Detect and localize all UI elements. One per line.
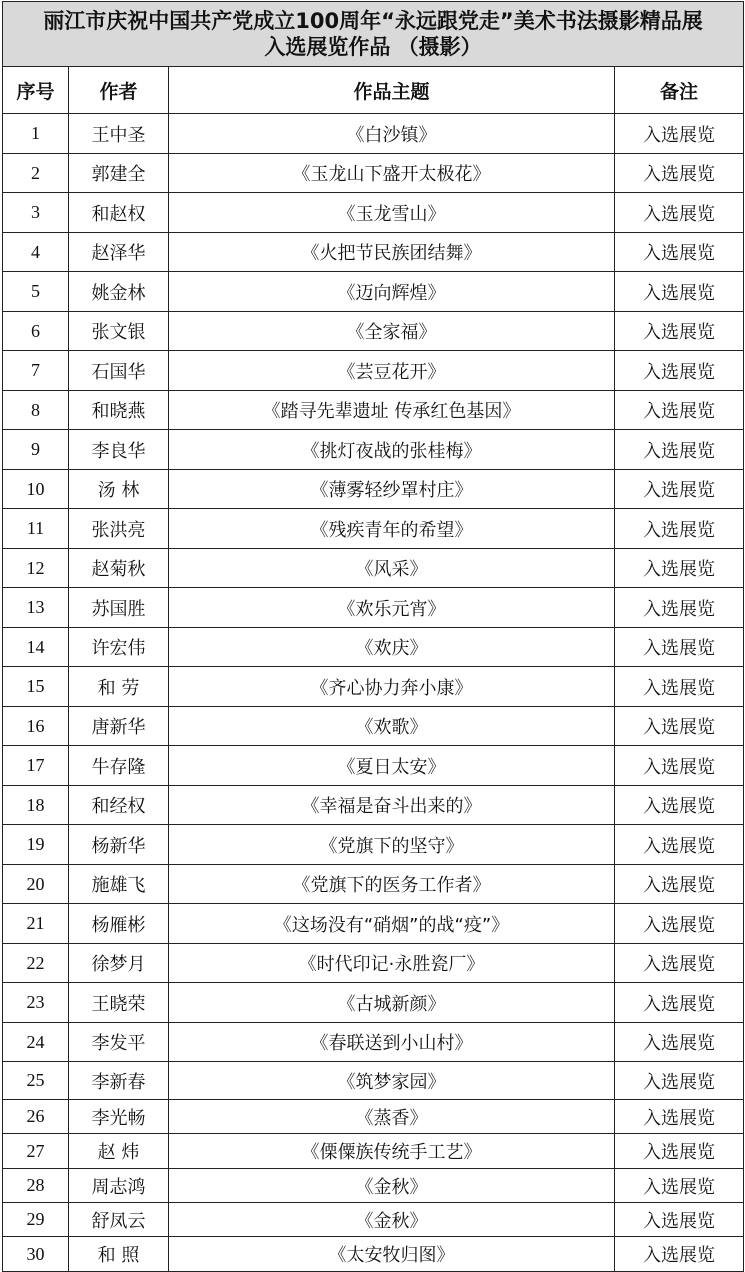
column-header-work-title: 作品主题: [169, 67, 615, 114]
author-cell: 和赵权: [69, 193, 169, 233]
remark-cell: 入选展览: [615, 746, 744, 786]
remark-cell: 入选展览: [615, 588, 744, 628]
number-cell: 30: [3, 1237, 69, 1272]
work-title-cell: 《火把节民族团结舞》: [169, 233, 615, 272]
work-title-cell: 《筑梦家园》: [169, 1062, 615, 1100]
work-title-cell: 《夏日太安》: [169, 746, 615, 786]
number-cell: 3: [3, 193, 69, 233]
column-header-author: 作者: [69, 67, 169, 114]
author-cell: 李发平: [69, 1023, 169, 1062]
remark-cell: 入选展览: [615, 667, 744, 707]
number-cell: 6: [3, 312, 69, 351]
work-title-cell: 《薄雾轻纱罩村庄》: [169, 470, 615, 509]
work-title-cell: 《齐心协力奔小康》: [169, 667, 615, 707]
author-cell: 和 劳: [69, 667, 169, 707]
remark-cell: 入选展览: [615, 1237, 744, 1272]
remark-cell: 入选展览: [615, 1134, 744, 1169]
number-cell: 26: [3, 1100, 69, 1134]
work-title-cell: 《傈僳族传统手工艺》: [169, 1134, 615, 1169]
remark-cell: 入选展览: [615, 470, 744, 509]
author-cell: 张洪亮: [69, 509, 169, 549]
remark-cell: 入选展览: [615, 865, 744, 904]
table-row: [3, 193, 744, 233]
remark-cell: 入选展览: [615, 707, 744, 746]
author-cell: 郭建全: [69, 154, 169, 193]
work-title-cell: 《玉龙雪山》: [169, 193, 615, 233]
remark-cell: 入选展览: [615, 509, 744, 549]
table-row: [3, 154, 744, 193]
author-cell: 苏国胜: [69, 588, 169, 628]
number-cell: 16: [3, 707, 69, 746]
table-row: [3, 786, 744, 825]
remark-cell: 入选展览: [615, 391, 744, 430]
table-row: [3, 272, 744, 312]
work-title-cell: 《迈向辉煌》: [169, 272, 615, 312]
number-cell: 21: [3, 904, 69, 944]
work-title-cell: 《挑灯夜战的张桂梅》: [169, 430, 615, 470]
author-cell: 张文银: [69, 312, 169, 351]
number-cell: 7: [3, 351, 69, 391]
number-cell: 17: [3, 746, 69, 786]
table-row: [3, 549, 744, 588]
table-row: [3, 1237, 744, 1272]
work-title-cell: 《古城新颜》: [169, 983, 615, 1023]
remark-cell: 入选展览: [615, 312, 744, 351]
number-cell: 24: [3, 1023, 69, 1062]
table-row: [3, 667, 744, 707]
remark-cell: 入选展览: [615, 193, 744, 233]
remark-cell: 入选展览: [615, 1062, 744, 1100]
author-cell: 汤 林: [69, 470, 169, 509]
number-cell: 10: [3, 470, 69, 509]
author-cell: 赵泽华: [69, 233, 169, 272]
table-row: [3, 944, 744, 983]
number-cell: 2: [3, 154, 69, 193]
number-cell: 14: [3, 628, 69, 667]
table-row: [3, 746, 744, 786]
author-cell: 姚金林: [69, 272, 169, 312]
work-title-cell: 《欢庆》: [169, 628, 615, 667]
number-cell: 15: [3, 667, 69, 707]
remark-cell: 入选展览: [615, 1023, 744, 1062]
work-title-cell: 《党旗下的医务工作者》: [169, 865, 615, 904]
table-row: [3, 114, 744, 154]
remark-cell: 入选展览: [615, 1203, 744, 1237]
work-title-cell: 《残疾青年的希望》: [169, 509, 615, 549]
work-title-cell: 《金秋》: [169, 1203, 615, 1237]
work-title-cell: 《幸福是奋斗出来的》: [169, 786, 615, 825]
work-title-cell: 《蒸香》: [169, 1100, 615, 1134]
remark-cell: 入选展览: [615, 983, 744, 1023]
author-cell: 和经权: [69, 786, 169, 825]
author-cell: 施雄飞: [69, 865, 169, 904]
number-cell: 29: [3, 1203, 69, 1237]
table-row: [3, 470, 744, 509]
table-row: [3, 509, 744, 549]
author-cell: 赵菊秋: [69, 549, 169, 588]
remark-cell: 入选展览: [615, 786, 744, 825]
number-cell: 8: [3, 391, 69, 430]
number-cell: 23: [3, 983, 69, 1023]
work-title-cell: 《白沙镇》: [169, 114, 615, 154]
table-row: [3, 1023, 744, 1062]
table-row: [3, 588, 744, 628]
entries-table: [2, 1, 744, 1272]
author-cell: 许宏伟: [69, 628, 169, 667]
number-cell: 9: [3, 430, 69, 470]
author-cell: 李新春: [69, 1062, 169, 1100]
number-cell: 5: [3, 272, 69, 312]
table-row: [3, 1169, 744, 1203]
work-title-cell: 《太安牧归图》: [169, 1237, 615, 1272]
remark-cell: 入选展览: [615, 272, 744, 312]
table-row: [3, 430, 744, 470]
table-row: [3, 904, 744, 944]
table-row: [3, 1100, 744, 1134]
work-title-cell: 《芸豆花开》: [169, 351, 615, 391]
remark-cell: 入选展览: [615, 114, 744, 154]
remark-cell: 入选展览: [615, 430, 744, 470]
work-title-cell: 《欢歌》: [169, 707, 615, 746]
table-row: [3, 233, 744, 272]
author-cell: 杨雁彬: [69, 904, 169, 944]
author-cell: 和晓燕: [69, 391, 169, 430]
author-cell: 牛存隆: [69, 746, 169, 786]
work-title-cell: 《这场没有“硝烟”的战“疫”》: [169, 904, 615, 944]
number-cell: 18: [3, 786, 69, 825]
number-cell: 20: [3, 865, 69, 904]
remark-cell: 入选展览: [615, 1100, 744, 1134]
remark-cell: 入选展览: [615, 233, 744, 272]
author-cell: 杨新华: [69, 825, 169, 865]
column-header-number: 序号: [3, 67, 69, 114]
work-title-cell: 《全家福》: [169, 312, 615, 351]
remark-cell: 入选展览: [615, 904, 744, 944]
work-title-cell: 《时代印记·永胜瓷厂》: [169, 944, 615, 983]
remark-cell: 入选展览: [615, 628, 744, 667]
table-row: [3, 707, 744, 746]
author-cell: 李光畅: [69, 1100, 169, 1134]
author-cell: 王晓荣: [69, 983, 169, 1023]
number-cell: 28: [3, 1169, 69, 1203]
remark-cell: 入选展览: [615, 351, 744, 391]
title-line-1: 丽江市庆祝中国共产党成立100周年“永远跟党走”美术书法摄影精品展: [43, 9, 703, 33]
work-title-cell: 《春联送到小山村》: [169, 1023, 615, 1062]
table-title: [3, 2, 744, 67]
number-cell: 19: [3, 825, 69, 865]
author-cell: 王中圣: [69, 114, 169, 154]
author-cell: 唐新华: [69, 707, 169, 746]
work-title-cell: 《玉龙山下盛开太极花》: [169, 154, 615, 193]
number-cell: 1: [3, 114, 69, 154]
author-cell: 李良华: [69, 430, 169, 470]
work-title-cell: 《踏寻先辈遗址 传承红色基因》: [169, 391, 615, 430]
table-row: [3, 1062, 744, 1100]
number-cell: 11: [3, 509, 69, 549]
remark-cell: 入选展览: [615, 944, 744, 983]
table-row: [3, 1134, 744, 1169]
table-row: [3, 628, 744, 667]
number-cell: 22: [3, 944, 69, 983]
work-title-cell: 《金秋》: [169, 1169, 615, 1203]
number-cell: 4: [3, 233, 69, 272]
table-row: [3, 983, 744, 1023]
number-cell: 25: [3, 1062, 69, 1100]
work-title-cell: 《风采》: [169, 549, 615, 588]
author-cell: 徐梦月: [69, 944, 169, 983]
column-header-remark: 备注: [615, 67, 744, 114]
table-row: [3, 825, 744, 865]
table-row: [3, 391, 744, 430]
remark-cell: 入选展览: [615, 825, 744, 865]
table-row: [3, 865, 744, 904]
number-cell: 27: [3, 1134, 69, 1169]
table-row: [3, 351, 744, 391]
author-cell: 和 照: [69, 1237, 169, 1272]
work-title-cell: 《欢乐元宵》: [169, 588, 615, 628]
title-line-2: 入选展览作品 （摄影）: [264, 35, 482, 59]
number-cell: 12: [3, 549, 69, 588]
author-cell: 石国华: [69, 351, 169, 391]
author-cell: 舒凤云: [69, 1203, 169, 1237]
author-cell: 赵 炜: [69, 1134, 169, 1169]
table-row: [3, 312, 744, 351]
author-cell: 周志鸿: [69, 1169, 169, 1203]
remark-cell: 入选展览: [615, 1169, 744, 1203]
remark-cell: 入选展览: [615, 549, 744, 588]
work-title-cell: 《党旗下的坚守》: [169, 825, 615, 865]
number-cell: 13: [3, 588, 69, 628]
remark-cell: 入选展览: [615, 154, 744, 193]
table-row: [3, 1203, 744, 1237]
header-row: [3, 67, 744, 114]
